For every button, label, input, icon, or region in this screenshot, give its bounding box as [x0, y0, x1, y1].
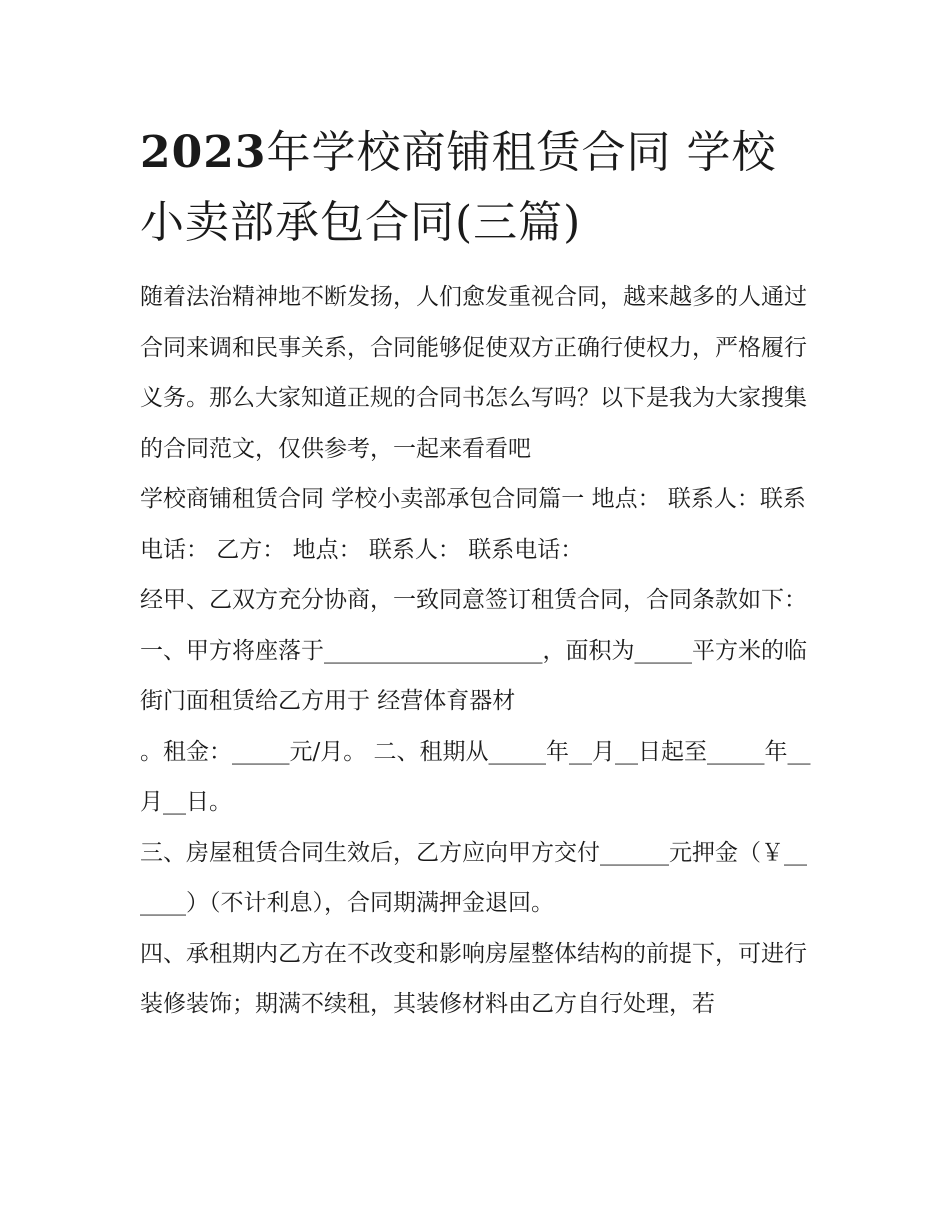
title-year: 2023: [140, 127, 267, 178]
contract-heading: 学校商铺租赁合同 学校小卖部承包合同篇一 地点： 联系人：联系电话： 乙方： 地点： 联系人： 联系电话：: [140, 486, 806, 563]
document-page: [140, 118, 815, 1030]
intro-paragraph: 随着法治精神地不断发扬，人们愈发重视合同，越来越多的人通过合同来调和民事关系，合同能够促使双方正确行使权力，严格履行义务。那么大家知道正规的合同书怎么写吗？以下是我为大家搜集的合同范文，仅供参考，一起来看看吧: [140, 284, 807, 462]
clause-1b: 。租金：_____元/月。 二、租期从_____年__月__日起至_____年__月__日。: [140, 738, 811, 815]
clause-1: 一、甲方将座落于___________________，面积为_____平方米的临街门面租赁给乙方用于 经营体育器材: [140, 637, 807, 714]
document-title: [140, 118, 815, 258]
title-text: 年学校商铺租赁合同 学校小卖部承包合同(三篇): [140, 127, 777, 248]
clause-4: 四、承租期内乙方在不改变和影响房屋整体结构的前提下，可进行装修装饰；期满不续租，其装修材料由乙方自行处理，若: [140, 940, 807, 1017]
clause-3: 三、房屋租赁合同生效后，乙方应向甲方交付______元押金（￥______）（不计利息），合同期满押金退回。: [140, 839, 807, 916]
agreement-paragraph: 经甲、乙双方充分协商，一致同意签订租赁合同，合同条款如下：: [140, 587, 807, 613]
